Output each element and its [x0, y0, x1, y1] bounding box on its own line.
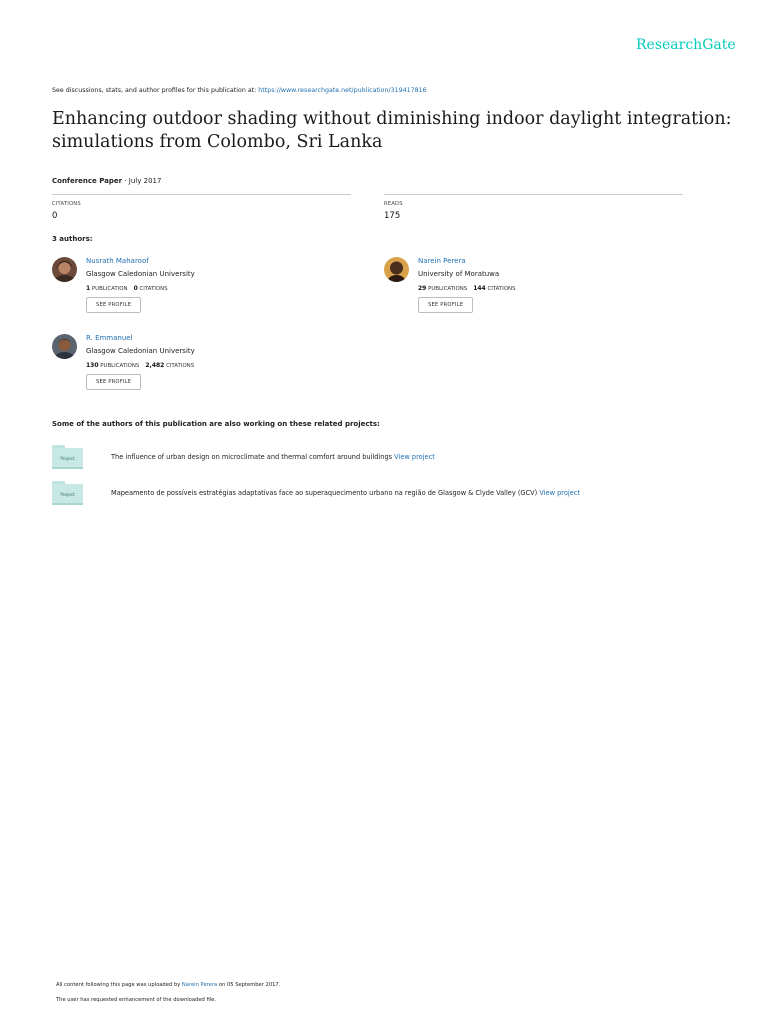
project-icon-label: Project — [60, 456, 75, 461]
citation-count: 0 — [133, 285, 138, 292]
publication-label: PUBLICATION — [91, 286, 128, 292]
project-title: The influence of urban design on microclimate and thermal comfort around buildings — [111, 453, 395, 461]
project-item — [52, 445, 732, 469]
citation-label: CITATIONS — [487, 286, 516, 292]
paper-type-line — [52, 177, 161, 185]
publication-url-link[interactable]: https://www.researchgate.net/publication/319417816 — [258, 87, 427, 94]
author-institution: Glasgow Caledonian University — [86, 270, 195, 278]
project-folder-icon — [52, 445, 83, 467]
upload-note-prefix: All content following this page was uploaded by — [56, 982, 182, 988]
uploader-link[interactable]: Narein Perera — [181, 982, 218, 988]
see-discussions-line — [52, 87, 427, 94]
citation-label: CITATIONS — [139, 286, 168, 292]
author-card — [52, 334, 332, 396]
author-stats — [86, 285, 168, 292]
upload-note — [56, 982, 280, 988]
paper-type: Conference Paper — [52, 177, 123, 185]
author-card — [384, 257, 664, 319]
reads-count: 175 — [384, 211, 401, 221]
author-stats — [86, 362, 194, 369]
upload-note-suffix: on 05 September 2017. — [217, 982, 281, 988]
publication-count: 1 — [86, 285, 91, 292]
project-icon-label: Project — [60, 492, 75, 497]
author-name-link[interactable]: Narein Perera — [418, 257, 466, 265]
author-avatar[interactable] — [52, 257, 77, 282]
author-name-link[interactable]: Nusrath Maharoof — [86, 257, 149, 265]
see-discussions-text: See discussions, stats, and author profiles for this publication at: — [52, 87, 259, 94]
paper-title: Enhancing outdoor shading without diminishing indoor daylight integration: simulations from Colombo, Sri Lanka — [52, 109, 732, 152]
citation-count: 144 — [473, 285, 486, 292]
publication-label: PUBLICATIONS — [100, 363, 140, 369]
citations-divider — [52, 194, 351, 195]
project-folder-icon — [52, 481, 83, 503]
related-projects-heading: Some of the authors of this publication are also working on these related projects: — [52, 420, 380, 428]
see-profile-button[interactable]: SEE PROFILE — [86, 374, 141, 390]
researchgate-logo[interactable]: ResearchGate — [636, 37, 736, 53]
author-name-link[interactable]: R. Emmanuel — [86, 334, 133, 342]
author-avatar[interactable] — [52, 334, 77, 359]
view-project-link[interactable]: View project — [394, 453, 435, 461]
project-description — [111, 489, 580, 497]
publication-label: PUBLICATIONS — [428, 286, 468, 292]
reads-label: READS — [384, 201, 403, 207]
enhancement-note: The user has requested enhancement of the downloaded file. — [56, 997, 217, 1003]
author-institution: University of Moratuwa — [418, 270, 500, 278]
citation-count: 2,482 — [145, 362, 165, 369]
project-description — [111, 453, 435, 461]
reads-divider — [384, 194, 683, 195]
view-project-link[interactable]: View project — [539, 489, 580, 497]
see-profile-button[interactable]: SEE PROFILE — [418, 297, 473, 313]
publication-count: 29 — [418, 285, 427, 292]
project-item — [52, 481, 732, 505]
author-institution: Glasgow Caledonian University — [86, 347, 195, 355]
citations-count: 0 — [52, 211, 58, 221]
author-stats — [418, 285, 516, 292]
see-profile-button[interactable]: SEE PROFILE — [86, 297, 141, 313]
citation-label: CITATIONS — [166, 363, 195, 369]
paper-date: · July 2017 — [122, 177, 162, 185]
author-avatar[interactable] — [384, 257, 409, 282]
authors-heading: 3 authors: — [52, 235, 93, 243]
citations-label: CITATIONS — [52, 201, 81, 207]
author-card — [52, 257, 332, 319]
publication-count: 130 — [86, 362, 99, 369]
project-title: Mapeamento de possíveis estratégias adaptativas face ao superaquecimento urbano na região de Glasgow & Clyde Valley (GCV) — [111, 489, 540, 497]
